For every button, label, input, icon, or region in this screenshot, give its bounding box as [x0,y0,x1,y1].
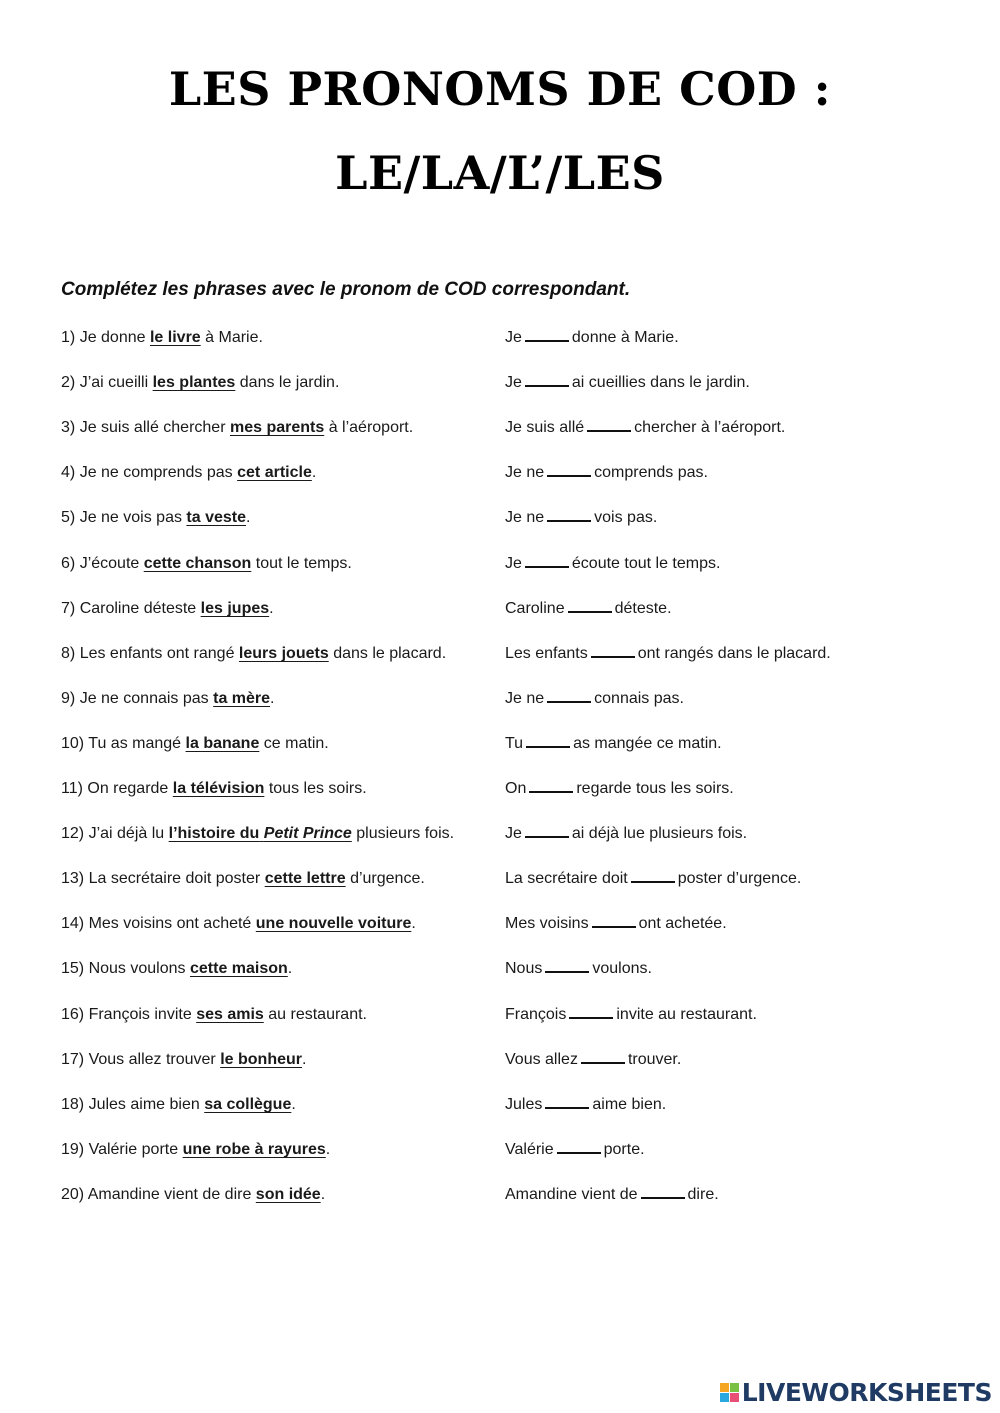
sentence-start: François invite [88,1006,192,1023]
rewrite-start: Nous [505,960,543,977]
original-sentence [61,325,263,351]
cod-phrase [144,555,252,572]
rewrite-start: Mes voisins [505,915,589,932]
rewrite-end: ai déjà lue plusieurs fois. [571,825,748,842]
sentence-end: au restaurant. [268,1006,367,1023]
sentence-end: . [311,464,317,481]
cod-text: les jupes [200,600,270,617]
exercise-number: 15) [61,960,85,977]
answer-blank[interactable] [568,597,612,613]
cod-text: le bonheur [220,1051,302,1068]
cod-title-italic: Petit Prince [263,825,352,842]
rewrite-start: Jules [505,1096,543,1113]
exercise-row [0,551,1000,577]
rewrite-end: ont rangés dans le placard. [637,645,831,662]
rewrite-end: chercher à l’aéroport. [634,419,786,436]
exercise-number: 1) [61,329,76,346]
exercise-number: 16) [61,1006,85,1023]
exercise-number: 5) [61,509,76,526]
rewrite-sentence [505,866,801,892]
original-sentence [61,776,367,802]
rewrite-end: regarde tous les soirs. [576,780,734,797]
rewrite-start: Valérie [505,1141,554,1158]
original-sentence [61,686,275,712]
logo-square-4 [730,1393,739,1402]
exercise-row [0,370,1000,396]
exercise-row [0,1092,1000,1118]
original-sentence [61,641,446,667]
sentence-start: On regarde [87,780,169,797]
rewrite-sentence [505,1002,757,1028]
sentence-end: plusieurs fois. [356,825,455,842]
sentence-start: Je suis allé chercher [79,419,226,436]
exercise-row [0,911,1000,937]
exercise-number: 13) [61,870,85,887]
exercise-row [0,866,1000,892]
sentence-start: J’ai cueilli [79,374,149,391]
exercise-row [0,956,1000,982]
rewrite-end: écoute tout le temps. [571,555,721,572]
cod-phrase [183,1141,326,1158]
exercise-number: 10) [61,735,85,752]
answer-blank[interactable] [587,416,631,432]
answer-blank[interactable] [545,957,589,973]
rewrite-sentence [505,596,672,622]
cod-text: ta veste [186,509,247,526]
original-sentence [61,551,352,577]
rewrite-end: ont achetée. [638,915,727,932]
rewrite-sentence [505,1092,666,1118]
cod-text: une robe à rayures [182,1141,326,1158]
rewrite-sentence [505,686,684,712]
rewrite-sentence [505,415,785,441]
sentence-start: Nous voulons [88,960,186,977]
original-sentence [61,821,454,847]
exercise-row [0,460,1000,486]
liveworksheets-logo-icon [720,1383,739,1402]
answer-blank[interactable] [641,1183,685,1199]
answer-blank[interactable] [557,1138,601,1154]
cod-phrase [204,1096,291,1113]
cod-phrase [186,509,246,526]
cod-phrase [237,464,312,481]
cod-text: cette chanson [143,555,252,572]
answer-blank[interactable] [547,461,591,477]
rewrite-sentence [505,731,722,757]
sentence-end: . [302,1051,307,1068]
rewrite-start: Caroline [505,600,565,617]
cod-phrase [186,735,260,752]
cod-text: l’histoire du [168,825,260,842]
cod-phrase [256,1186,321,1203]
cod-phrase [213,690,270,707]
rewrite-sentence [505,911,727,937]
sentence-end: d’urgence. [350,870,425,887]
answer-blank[interactable] [569,1003,613,1019]
rewrite-end: connais pas. [594,690,684,707]
cod-phrase [190,960,288,977]
rewrite-start: Amandine vient de [505,1186,638,1203]
sentence-start: Jules aime bien [88,1096,200,1113]
exercise-number: 4) [61,464,76,481]
rewrite-sentence [505,776,734,802]
exercise-row [0,641,1000,667]
cod-phrase [220,1051,302,1068]
exercise-number: 8) [61,645,76,662]
exercise-row [0,731,1000,757]
sentence-start: Je ne comprends pas [79,464,233,481]
sentence-end: . [411,915,416,932]
sentence-end: ce matin. [263,735,329,752]
rewrite-start: Je [505,825,522,842]
sentence-start: Amandine vient de dire [87,1186,252,1203]
exercise-row [0,776,1000,802]
cod-phrase [265,870,346,887]
cod-phrase [256,915,412,932]
rewrite-end: déteste. [614,600,672,617]
logo-square-1 [720,1383,729,1392]
original-sentence [61,460,316,486]
cod-phrase [150,329,201,346]
rewrite-end: poster d’urgence. [677,870,802,887]
rewrite-start: François [505,1006,567,1023]
answer-blank[interactable] [525,326,569,342]
original-sentence [61,415,413,441]
exercise-number: 20) [61,1186,85,1203]
logo-square-2 [730,1383,739,1392]
cod-text: cet article [237,464,312,481]
cod-phrase [173,780,265,797]
sentence-start: Vous allez trouver [88,1051,216,1068]
rewrite-end: ai cueillies dans le jardin. [571,374,750,391]
cod-text: la télévision [172,780,265,797]
sentence-end: dans le jardin. [239,374,340,391]
sentence-start: La secrétaire doit poster [88,870,261,887]
rewrite-end: donne à Marie. [571,329,679,346]
rewrite-start: La secrétaire doit [505,870,628,887]
rewrite-end: porte. [603,1141,645,1158]
rewrite-end: trouver. [627,1051,682,1068]
rewrite-end: voulons. [592,960,652,977]
original-sentence [61,866,425,892]
rewrite-sentence [505,505,657,531]
sentence-end: à l’aéroport. [328,419,414,436]
sentence-end: . [246,509,251,526]
answer-blank[interactable] [525,552,569,568]
rewrite-end: aime bien. [592,1096,667,1113]
exercise-row [0,1047,1000,1073]
liveworksheets-logo [720,1378,992,1407]
cod-phrase [230,419,324,436]
exercise-row [0,325,1000,351]
exercise-number: 19) [61,1141,85,1158]
cod-text: son idée [255,1186,321,1203]
rewrite-end: comprends pas. [594,464,708,481]
sentence-end: . [291,1096,296,1113]
exercise-number: 11) [61,780,83,797]
cod-text: cette lettre [264,870,346,887]
original-sentence [61,1137,330,1163]
sentence-start: J’ai déjà lu [88,825,165,842]
sentence-end: . [320,1186,326,1203]
answer-blank[interactable] [547,687,591,703]
original-sentence [61,911,416,937]
rewrite-start: Je ne [505,464,545,481]
exercise-number: 12) [61,825,85,842]
original-sentence [61,1047,306,1073]
exercise-number: 9) [61,690,76,707]
rewrite-sentence [505,460,708,486]
original-sentence [61,731,329,757]
exercise-row [0,1002,1000,1028]
sentence-start: J’écoute [79,555,140,572]
rewrite-start: Je [505,329,522,346]
cod-phrase [153,374,236,391]
cod-text: sa collègue [204,1096,292,1113]
original-sentence [61,505,250,531]
exercise-row [0,1137,1000,1163]
rewrite-sentence [505,370,750,396]
cod-text: cette maison [189,960,288,977]
sentence-start: Je ne vois pas [79,509,182,526]
exercise-number: 2) [61,374,76,391]
exercise-row [0,505,1000,531]
exercise-number: 14) [61,915,85,932]
rewrite-sentence [505,551,720,577]
rewrite-sentence [505,1137,645,1163]
original-sentence [61,1002,367,1028]
rewrite-start: Je ne [505,509,545,526]
sentence-end: . [287,960,293,977]
logo-square-3 [720,1393,729,1402]
sentence-start: Je donne [79,329,146,346]
rewrite-start: Je ne [505,690,545,707]
original-sentence [61,1092,296,1118]
answer-blank[interactable] [592,912,636,928]
rewrite-start: Je [505,555,522,572]
answer-blank[interactable] [525,371,569,387]
sentence-start: Mes voisins ont acheté [88,915,252,932]
sentence-end: . [270,690,275,707]
cod-phrase [196,1006,264,1023]
sentence-start: Valérie porte [88,1141,179,1158]
sentence-start: Tu as mangé [88,735,182,752]
exercise-row [0,686,1000,712]
answer-blank[interactable] [525,822,569,838]
sentence-end: dans le placard. [333,645,447,662]
original-sentence [61,596,274,622]
cod-text: mes parents [229,419,325,436]
cod-text: une nouvelle voiture [255,915,412,932]
exercise-row [0,821,1000,847]
rewrite-end: invite au restaurant. [616,1006,757,1023]
sentence-end: . [325,1141,331,1158]
logo-text: LIVEWORKSHEETS [741,1378,992,1407]
exercise-number: 6) [61,555,76,572]
rewrite-sentence [505,1182,719,1208]
rewrite-sentence [505,956,652,982]
cod-text: la banane [185,735,260,752]
rewrite-start: On [505,780,527,797]
exercise-number: 3) [61,419,76,436]
answer-blank[interactable] [591,642,635,658]
cod-phrase [201,600,269,617]
exercise-row [0,415,1000,441]
rewrite-start: Les enfants [505,645,588,662]
rewrite-sentence [505,821,747,847]
sentence-start: Je ne connais pas [79,690,209,707]
original-sentence [61,1182,325,1208]
rewrite-start: Je suis allé [505,419,585,436]
exercise-row [0,1182,1000,1208]
cod-text: ta mère [213,690,271,707]
rewrite-start: Je [505,374,522,391]
exercise-number: 17) [61,1051,85,1068]
cod-phrase [239,645,329,662]
rewrite-sentence [505,1047,681,1073]
sentence-end: tous les soirs. [268,780,367,797]
rewrite-end: as mangée ce matin. [573,735,722,752]
answer-blank[interactable] [526,732,570,748]
cod-text: ses amis [196,1006,264,1023]
instructions: Complétez les phrases avec le pronom de COD correspondant. [61,279,631,300]
exercise-number: 7) [61,600,76,617]
rewrite-end: vois pas. [594,509,658,526]
answer-blank[interactable] [631,867,675,883]
page-title-line1: LES PRONOMS DE COD : [168,62,832,116]
exercise-number: 18) [61,1096,85,1113]
sentence-end: . [269,600,274,617]
page-title-line2: LE/LA/L’/LES [335,146,665,200]
answer-blank[interactable] [581,1048,625,1064]
rewrite-start: Vous allez [505,1051,578,1068]
answer-blank[interactable] [547,506,591,522]
cod-text: le livre [149,329,201,346]
rewrite-sentence [505,325,679,351]
original-sentence [61,370,339,396]
rewrite-start: Tu [505,735,524,752]
exercise-row [0,596,1000,622]
rewrite-end: dire. [687,1186,719,1203]
answer-blank[interactable] [529,777,573,793]
sentence-start: Les enfants ont rangé [79,645,235,662]
cod-text: les plantes [152,374,236,391]
sentence-start: Caroline déteste [79,600,197,617]
sentence-end: à Marie. [205,329,263,346]
answer-blank[interactable] [545,1093,589,1109]
sentence-end: tout le temps. [255,555,352,572]
original-sentence [61,956,292,982]
cod-text: leurs jouets [238,645,329,662]
rewrite-sentence [505,641,831,667]
cod-phrase [169,825,352,842]
